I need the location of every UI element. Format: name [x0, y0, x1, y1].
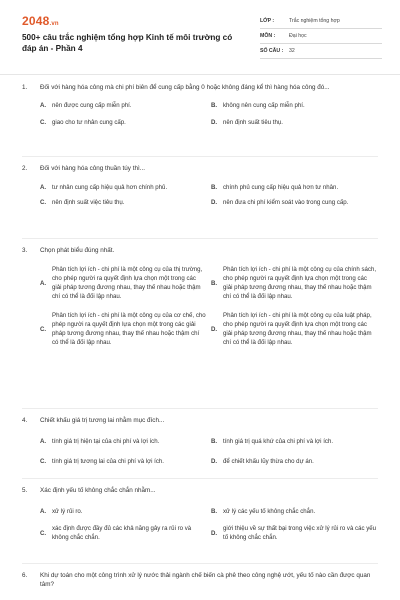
option-b[interactable]	[211, 265, 382, 301]
option-text: nên định suất việc tiêu thụ.	[52, 199, 125, 206]
option-letter: D.	[211, 325, 218, 333]
question-number: 2.	[22, 165, 28, 172]
option-a[interactable]	[40, 183, 211, 192]
document-title: 500+ câu trắc nghiệm tổng hợp Kinh tế môi trường có đáp án - Phần 4	[22, 33, 233, 53]
question-text: Đối với hàng hóa công thuần túy thì...	[40, 165, 145, 172]
option-text: xử lý các yếu tố không chắc chắn.	[223, 508, 316, 515]
question-stem	[22, 416, 378, 425]
question-stem	[22, 164, 378, 173]
meta-value: Trắc nghiệm tổng hợp	[289, 18, 340, 24]
option-text: tính giá trị hiện tại của chi phí và lợi ích.	[52, 438, 160, 445]
question-stem	[22, 571, 378, 589]
option-text: tính giá trị tương lai của chi phí và lợi ích.	[52, 458, 164, 465]
option-text: nên định suất tiêu thụ.	[223, 119, 283, 126]
option-c[interactable]	[40, 311, 211, 347]
option-text: giới thiệu về sự thất bại trong việc xử lý rủi ro và các yếu tố không chắc chắn.	[223, 525, 377, 541]
answer-options	[40, 183, 378, 207]
meta-row-class	[260, 14, 382, 29]
option-letter: A.	[40, 279, 47, 287]
option-text: Phân tích lợi ích - chi phí là một công cụ của cơ chế, cho phép người ra quyết định lựa chọn một trong các giải pháp tương đương nhau, thay thế nhau hoặc thậm chí có thể là đối lập nhau.	[52, 312, 206, 346]
logo-main: 2048	[22, 14, 50, 28]
option-a[interactable]	[40, 437, 211, 446]
option-text: nên đưa chi phí kiểm soát vào trong cung cấp.	[223, 199, 349, 206]
question-text: Chiết khấu giá trị tương lai nhằm mục đích...	[40, 417, 165, 424]
option-c[interactable]	[40, 457, 211, 466]
header-divider	[0, 74, 400, 75]
option-c[interactable]	[40, 198, 211, 207]
option-d[interactable]	[211, 457, 382, 466]
option-letter: D.	[211, 199, 218, 206]
question-2	[22, 164, 378, 207]
question-text: Chọn phát biểu đúng nhất.	[40, 247, 115, 254]
option-letter: B.	[211, 102, 218, 109]
option-b[interactable]	[211, 437, 382, 446]
question-separator	[22, 408, 378, 409]
option-letter: D.	[211, 119, 218, 126]
question-number: 1.	[22, 84, 28, 91]
option-text: không nên cung cấp miễn phí.	[223, 102, 305, 109]
option-d[interactable]	[211, 524, 382, 542]
option-letter: C.	[40, 325, 47, 333]
option-d[interactable]	[211, 311, 382, 347]
question-number: 4.	[22, 417, 28, 424]
meta-table	[260, 14, 382, 59]
option-d[interactable]	[211, 118, 382, 127]
option-letter: A.	[40, 102, 47, 109]
option-letter: C.	[40, 529, 47, 537]
option-letter: B.	[211, 438, 218, 445]
option-text: Phân tích lợi ích - chi phí là một công cụ của thị trường, cho phép người ra quyết định lựa chọn một trong các giải pháp tương đương nhau, thay thế nhau hoặc thậm chí có thể là đối lập nhau.	[52, 266, 203, 300]
option-text: xử lý rủi ro.	[52, 508, 83, 515]
question-stem	[22, 83, 378, 92]
option-letter: D.	[211, 529, 218, 537]
question-6	[22, 571, 378, 589]
meta-label: MÔN :	[260, 33, 276, 39]
option-a[interactable]	[40, 101, 211, 110]
option-a[interactable]	[40, 507, 211, 516]
option-text: nên được cung cấp miễn phí.	[52, 102, 132, 109]
option-letter: C.	[40, 199, 47, 206]
option-letter: C.	[40, 458, 47, 465]
option-a[interactable]	[40, 265, 211, 301]
option-letter: A.	[40, 508, 47, 515]
document-header	[22, 14, 380, 66]
option-text: xác định được đầy đủ các khả năng gây ra rủi ro và không chắc chắn.	[52, 525, 192, 541]
answer-options	[40, 265, 378, 347]
question-5	[22, 486, 378, 542]
meta-label: LỚP :	[260, 18, 275, 24]
question-number: 5.	[22, 487, 28, 494]
option-c[interactable]	[40, 524, 211, 542]
option-letter: A.	[40, 184, 47, 191]
option-text: tư nhân cung cấp hiệu quả hơn chính phủ.	[52, 184, 168, 191]
question-text: Xác định yếu tố không chắc chắn nhằm...	[40, 487, 156, 494]
logo-sub: .vn	[49, 21, 59, 27]
question-4	[22, 416, 378, 466]
question-separator	[22, 563, 378, 564]
option-text: giao cho tư nhân cung cấp.	[52, 119, 126, 126]
option-text: để chiết khấu lũy thừa cho dự án.	[223, 458, 314, 465]
option-b[interactable]	[211, 183, 382, 192]
site-logo[interactable]	[22, 14, 59, 28]
question-stem	[22, 486, 378, 495]
option-b[interactable]	[211, 101, 382, 110]
question-text: Khi dự toán cho một công trình xử lý nước thải ngành chế biến cà phê theo công nghệ ướt, yếu tố nào cần được quan tâm?	[40, 572, 371, 588]
answer-options	[40, 507, 378, 542]
option-letter: B.	[211, 279, 218, 287]
meta-row-subject	[260, 29, 382, 44]
meta-row-count	[260, 44, 382, 59]
question-separator	[22, 478, 378, 479]
option-text: Phân tích lợi ích - chi phí là một công cụ của chính sách, cho phép người ra quyết định lựa chọn một trong các giải pháp tương đương nhau, thay thế nhau hoặc thậm chí có thể là đối lập nhau.	[223, 266, 377, 300]
meta-value: Đại học	[289, 33, 307, 39]
question-separator	[22, 156, 378, 157]
question-stem	[22, 246, 378, 255]
meta-label: SỐ CÂU :	[260, 48, 284, 54]
meta-value: 32	[289, 48, 295, 54]
answer-options	[40, 101, 378, 127]
option-letter: B.	[211, 508, 218, 515]
option-letter: A.	[40, 438, 47, 445]
question-3	[22, 246, 378, 347]
option-text: Phân tích lợi ích - chi phí là một công cụ của luật pháp, cho phép người ra quyết định lựa chọn một trong các giải pháp tương đương nhau, thay thế nhau hoặc thậm chí có thể là đối lập nhau.	[223, 312, 372, 346]
question-number: 3.	[22, 247, 28, 254]
option-d[interactable]	[211, 198, 382, 207]
option-text: chính phủ cung cấp hiệu quả hơn tư nhân.	[223, 184, 339, 191]
question-text: Đối với hàng hóa công mà chi phí biên để cung cấp bằng 0 hoặc không đáng kể thì hàng hóa công đó...	[40, 84, 330, 91]
question-separator	[22, 238, 378, 239]
question-number: 6.	[22, 572, 28, 579]
option-letter: C.	[40, 119, 47, 126]
option-letter: B.	[211, 184, 218, 191]
question-1	[22, 83, 378, 127]
answer-options	[40, 437, 378, 466]
option-c[interactable]	[40, 118, 211, 127]
option-b[interactable]	[211, 507, 382, 516]
option-letter: D.	[211, 458, 218, 465]
option-text: tính giá trị quá khứ của chi phí và lợi ích.	[223, 438, 334, 445]
